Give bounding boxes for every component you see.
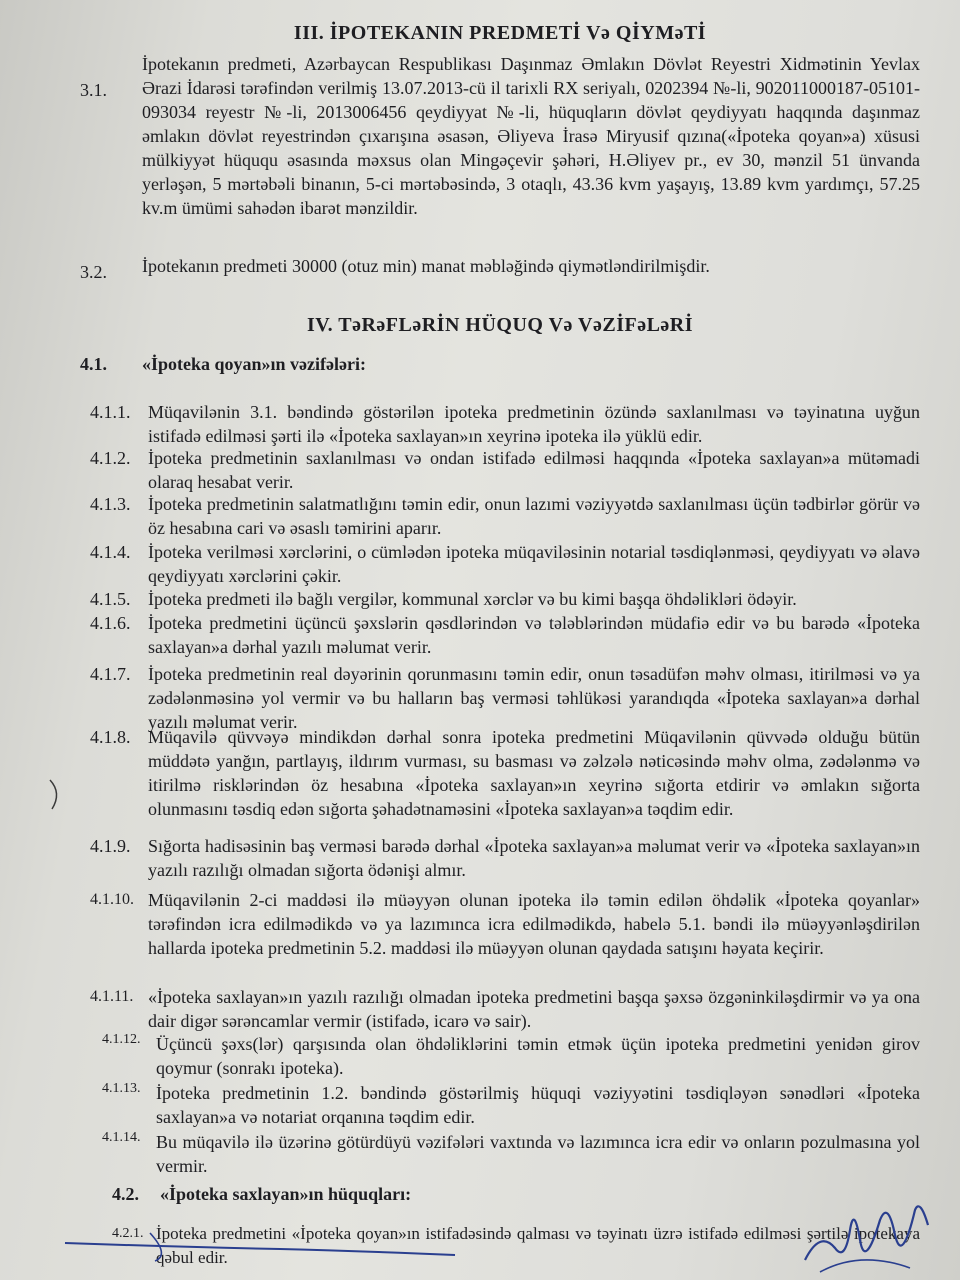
duty-text: Müqavilənin 3.1. bəndində göstərilən ipoteka predmetinin özündə saxlanılması və təyinatına uyğun istifadə edilməsi şərti ilə «İpoteka saxlayan»ın xeyrinə ipoteka ilə yüklü edir. bbox=[148, 402, 920, 446]
duty-text: Bu müqavilə ilə üzərinə götürdüyü vəzifələri vaxtında və lazımınca icra edir və onların pozulmasına yol vermir. bbox=[156, 1132, 920, 1176]
subsection-title: «İpoteka qoyan»ın vəzifələri: bbox=[142, 354, 366, 374]
clause-number: 3.1. bbox=[80, 80, 107, 100]
section-4-title: IV. TəRəFLəRİN HÜQUQ Və VəZİFəLəRİ bbox=[306, 314, 694, 336]
signature-image bbox=[790, 1190, 940, 1280]
clause-3-2 bbox=[80, 254, 920, 282]
duty-item bbox=[80, 662, 920, 734]
clause-3-1 bbox=[80, 52, 920, 220]
duty-item bbox=[80, 587, 920, 611]
clause-number: 4.2.1. bbox=[112, 1226, 144, 1241]
subsection-number: 4.2. bbox=[112, 1184, 139, 1204]
duty-item bbox=[80, 1081, 920, 1129]
duty-item bbox=[80, 1130, 920, 1178]
duty-item bbox=[80, 985, 920, 1033]
duty-number: 4.1.7. bbox=[90, 664, 131, 684]
duty-text: İpoteka predmetini üçüncü şəxslərin qəsdlərindən və tələblərindən müdafiə edir və bu barədə «İpoteka saxlayan»a dərhal yazılı məlumat verir. bbox=[148, 613, 920, 657]
duty-number: 4.1.3. bbox=[90, 494, 131, 514]
subsection-4-1-heading bbox=[80, 352, 920, 376]
duty-text: Müqavilə qüvvəyə mindikdən dərhal sonra ipoteka predmetini Müqavilənin qüvvədə olduğu bütün müddətə yanğın, partlayış, ildırım vurması, su basması və zəlzələ nəticəsində məhv olma, zədələnmə və itirilmə risklərindən öz hesabına «İpoteka saxlayan»ın xeyrinə sığorta etdirir və əmlakın sığorta olunmasını təsdiq edən sığorta şəhadətnaməsini «İpoteka saxlayan»a təqdim edir. bbox=[148, 727, 920, 819]
duty-text: İpoteka predmetinin saxlanılması və ondan istifadə edilməsi haqqında «İpoteka saxlayan»a mütəmadi olaraq hesabat verir. bbox=[148, 448, 920, 492]
duty-number: 4.1.14. bbox=[102, 1130, 141, 1145]
duty-text: İpoteka predmetinin salatmatlığını təmin edir, onun lazımi vəziyyətdə saxlanılması üçün tədbirlər görür və öz hesabına cari və əsaslı təmirini aparır. bbox=[148, 494, 920, 538]
duty-text: «İpoteka saxlayan»ın yazılı razılığı olmadan ipoteka predmetini başqa şəxsə özgəninkiləşdirmir və ya ona dair digər sərəncamlar vermir (istifadə, icarə və sair). bbox=[148, 987, 920, 1031]
duty-text: İpoteka predmetinin real dəyərinin qorunmasını təmin edir, onun təsadüfən məhv olması, itirilməsi və ya zədələnməsinə yol vermir və bu halların baş verməsi təhlükəsi yarandıqda «İpoteka saxlayan»a dərhal yazılı məlumat verir. bbox=[148, 664, 920, 732]
duty-number: 4.1.1. bbox=[90, 402, 131, 422]
duty-text: Sığorta hadisəsinin baş verməsi barədə dərhal «İpoteka saxlayan»a məlumat verir və «İpoteka saxlayan»ın yazılı razılığı olmadan sığorta ödənişi almır. bbox=[148, 836, 920, 880]
duty-number: 4.1.10. bbox=[90, 891, 134, 908]
duty-text: Müqavilənin 2-ci maddəsi ilə müəyyən olunan ipoteka ilə təmin edilən öhdəlik «İpoteka qoyanlar» tərəfindən icra edilmədikdə və ya lazımınca icra edilmədikdə, habelə 5.1. bəndi ilə müəyyənləşdirilən hallarda ipoteka predmetinin 5.2. maddəsi ilə müəyyən olunan qaydada satışını həyata keçirir. bbox=[148, 890, 920, 958]
duty-number: 4.1.8. bbox=[90, 727, 131, 747]
duty-item bbox=[80, 888, 920, 960]
duty-number: 4.1.4. bbox=[90, 542, 131, 562]
margin-pen-mark bbox=[40, 775, 70, 815]
duty-item bbox=[80, 492, 920, 540]
subsection-number: 4.1. bbox=[80, 354, 107, 374]
duty-number: 4.1.5. bbox=[90, 589, 131, 609]
duty-text: İpoteka verilməsi xərclərini, o cümlədən ipoteka müqaviləsinin notarial təsdiqlənməsi, qeydiyyatı və əlavə qeydiyyatı xərclərini çəkir. bbox=[148, 542, 920, 586]
duty-item bbox=[80, 611, 920, 659]
clause-text: İpotekanın predmeti 30000 (otuz min) manat məbləğində qiymətləndirilmişdir. bbox=[142, 256, 710, 276]
duty-item bbox=[80, 446, 920, 494]
duty-text: Üçüncü şəxs(lər) qarşısında olan öhdəliklərini təmin etmək üçün ipoteka predmetini yenidən girov qoymur (sonrakı ipoteka). bbox=[156, 1034, 920, 1078]
duty-item bbox=[80, 834, 920, 882]
duty-number: 4.1.9. bbox=[90, 836, 131, 856]
subsection-title: «İpoteka saxlayan»ın hüquqları: bbox=[160, 1184, 412, 1204]
duty-item bbox=[80, 725, 920, 821]
duty-number: 4.1.12. bbox=[102, 1032, 141, 1047]
clause-text: İpoteka predmetini «İpoteka qoyan»ın istifadəsində qalması və təyinatı üzrə istifadə edilməsi şərtilə ipotekaya qəbul edir. bbox=[156, 1224, 920, 1267]
duty-item bbox=[80, 400, 920, 448]
duty-text: İpoteka predmeti ilə bağlı vergilər, kommunal xərclər və bu kimi başqa öhdəlikləri ödəyir. bbox=[148, 589, 797, 609]
section-3-title: III. İPOTEKANIN PREDMETİ Və QİYMəTİ bbox=[293, 22, 707, 44]
duty-number: 4.1.11. bbox=[90, 988, 134, 1005]
clause-text: İpotekanın predmeti, Azərbaycan Respublikası Daşınmaz Əmlakın Dövlət Reyestri Xidmətinin Yevlax Ərazi İdarəsi tərəfindən verilmiş 13.07.2013-cü il tarixli RX seriyalı, 0202394 №-li, 902011000187-05101-093034 reyestr №-li, 2013006456 qeydiyyat №-li, hüquqların dövlət qeydiyyatı haqqında daşınmaz əmlakın dövlət reyestrindən çıxarışına əsasən, Əliyeva İrasə Miryusif qızına(«İpoteka qoyan»a) xüsusi mülkiyyət hüququ əsasında məxsus olan Mingəçevir şəhəri, H.Əliyev pr., ev 30, mənzil 51 ünvanda yerləşən, 5 mərtəbəli binanın, 5-ci mərtəbəsində, 3 otaqlı, 43.36 kvm yaşayış, 13.89 kvm yardımçı, 57.25 kv.m ümümi sahədən ibarət mənzildir. bbox=[142, 54, 920, 218]
duty-number: 4.1.2. bbox=[90, 448, 131, 468]
duty-item bbox=[80, 1032, 920, 1080]
clause-number: 3.2. bbox=[80, 262, 107, 282]
pen-underline-stroke bbox=[60, 1225, 460, 1265]
duty-text: İpoteka predmetinin 1.2. bəndində göstərilmiş hüquqi vəziyyətini təsdiqləyən sənədləri «İpoteka saxlayan»a və notariat orqanına təqdim edir. bbox=[156, 1083, 920, 1127]
duty-number: 4.1.13. bbox=[102, 1081, 141, 1096]
duty-number: 4.1.6. bbox=[90, 613, 131, 633]
duty-item bbox=[80, 540, 920, 588]
